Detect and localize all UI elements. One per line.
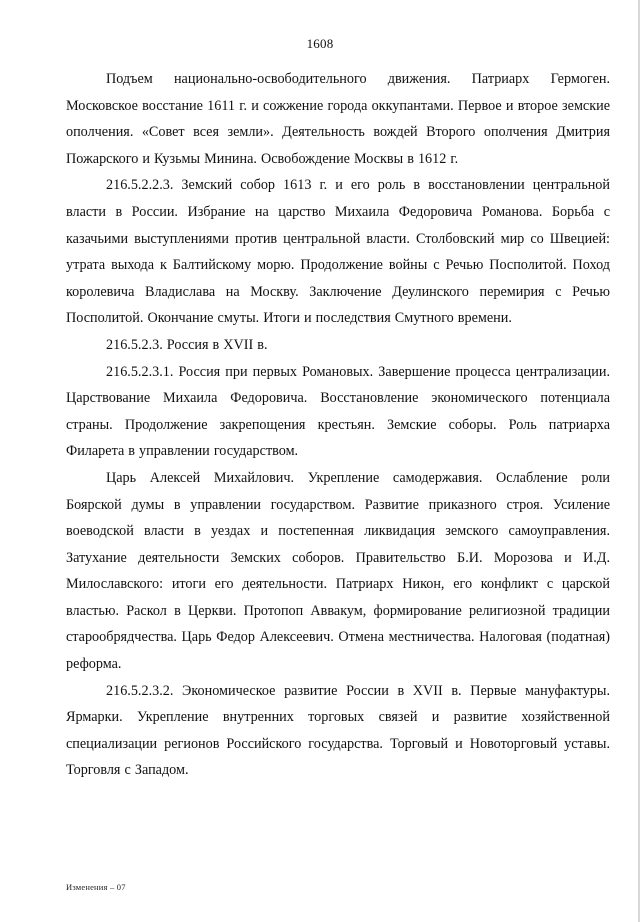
paragraph-first-romanovs: 216.5.2.3.1. Россия при первых Романовых. Завершение процесса централизации. Царствование Михаила Федоровича. Восстановление экономического потенциала страны. Продолжение закрепощения крестьян. Земские соборы. Роль патриарха Филарета в управлении государством. [66,363,610,460]
document-body [66,66,610,784]
paragraph-zemsky-sobor-1613: 216.5.2.2.3. Земский собор 1613 г. и его роль в восстановлении центральной власти в России. Избрание на царство Михаила Федоровича Романова. Борьба с казачьими выступлениями против центральной власти. Столбовский мир со Швецией: утрата выхода к Балтийскому морю. Продолжение войны с Речью Посполитой. Поход королевича Владислава на Москву. Заключение Деулинского перемирия с Речью Посполитой. Окончание смуты. Итоги и последствия Смутного времени. [66,177,610,327]
paragraph-alexei-mikhailovich: Царь Алексей Михайлович. Укрепление самодержавия. Ослабление роли Боярской думы в управлении государством. Развитие приказного строя. Усиление воеводской власти в уездах и постепенная ликвидация земского самоуправления. Затухание деятельности Земских соборов. Правительство Б.И. Морозова и И.Д. Милославского: итоги его деятельности. Патриарх Никон, его конфликт с царской властью. Раскол в Церкви. Протопоп Аввакум, формирование религиозной традиции старообрядчества. Царь Федор Алексеевич. Отмена местничества. Налоговая (податная) реформа. [66,469,610,673]
paragraph-national-liberation: Подъем национально-освободительного движения. Патриарх Гермоген. Московское восстание 1611 г. и сожжение города оккупантами. Первое и второе земские ополчения. «Совет всея земли». Деятельность вождей Второго ополчения Дмитрия Пожарского и Кузьмы Минина. Освобождение Москвы в 1612 г. [66,71,610,167]
footer-revision-note: Изменения – 07 [66,882,126,892]
page-number: 1608 [306,36,334,51]
paragraph-economic-development: 216.5.2.3.2. Экономическое развитие России в XVII в. Первые мануфактуры. Ярмарки. Укрепление внутренних торговых связей и развитие хозяйственной специализации регионов Российского государства. Торговый и Новоторговый уставы. Торговля с Западом. [66,682,610,779]
section-heading-russia-17th-century: 216.5.2.3. Россия в XVII в. [106,336,268,353]
